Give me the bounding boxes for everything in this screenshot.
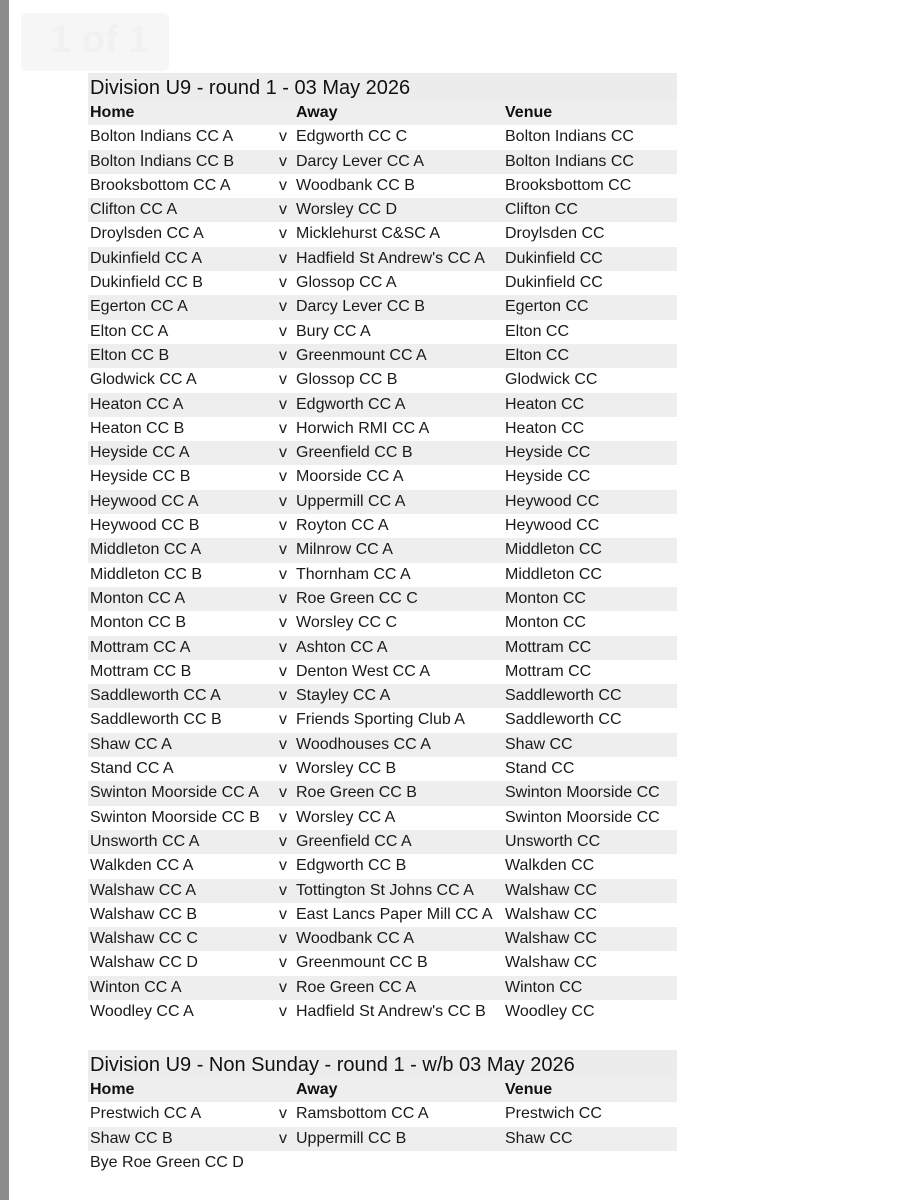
home-team: Walshaw CC B <box>90 905 197 923</box>
away-team: Horwich RMI CC A <box>296 419 430 437</box>
versus-label: v <box>279 1105 287 1123</box>
left-edge-bar <box>0 0 9 1200</box>
table-row <box>88 879 677 903</box>
away-team: Hadfield St Andrew's CC B <box>296 1002 486 1020</box>
venue: Egerton CC <box>505 298 589 316</box>
header-away: Away <box>296 1081 338 1098</box>
away-team: Worsley CC C <box>296 614 398 632</box>
versus-label: v <box>279 954 287 972</box>
venue: Glodwick CC <box>505 371 598 389</box>
away-team: Glossop CC A <box>296 274 397 292</box>
table-row <box>88 344 677 368</box>
venue: Clifton CC <box>505 201 578 219</box>
versus-label: v <box>279 395 287 413</box>
venue: Mottram CC <box>505 638 592 656</box>
venue: Heywood CC <box>505 517 600 535</box>
header-venue: Venue <box>505 1081 553 1098</box>
home-team: Swinton Moorside CC A <box>90 784 259 802</box>
venue: Walkden CC <box>505 857 595 875</box>
table-row <box>88 587 677 611</box>
away-team: Glossop CC B <box>296 371 398 389</box>
versus-label: v <box>279 760 287 778</box>
table-row <box>88 757 677 781</box>
home-team: Droylsden CC A <box>90 225 204 243</box>
away-team: Greenfield CC B <box>296 444 413 462</box>
versus-label: v <box>279 444 287 462</box>
home-team: Dukinfield CC B <box>90 274 203 292</box>
header-home: Home <box>90 1081 135 1098</box>
venue: Heaton CC <box>505 419 585 437</box>
venue: Brooksbottom CC <box>505 176 632 194</box>
fixtures-section-sunday <box>88 73 677 1024</box>
home-team: Saddleworth CC B <box>90 711 222 729</box>
versus-label: v <box>279 1002 287 1020</box>
venue: Droylsden CC <box>505 225 605 243</box>
home-team: Elton CC A <box>90 322 169 340</box>
venue: Walshaw CC <box>505 954 597 972</box>
home-team: Elton CC B <box>90 346 170 364</box>
away-team: Worsley CC D <box>296 201 398 219</box>
table-row <box>88 781 677 805</box>
table-row <box>88 684 677 708</box>
versus-label: v <box>279 541 287 559</box>
away-team: Micklehurst C&SC A <box>296 225 441 243</box>
away-team: Tottington St Johns CC A <box>296 881 474 899</box>
header-away: Away <box>296 104 338 121</box>
table-row <box>88 417 677 441</box>
versus-label: v <box>279 711 287 729</box>
home-team: Dukinfield CC A <box>90 249 203 267</box>
away-team: Uppermill CC A <box>296 492 406 510</box>
away-team: Worsley CC A <box>296 808 396 826</box>
venue: Shaw CC <box>505 1129 573 1147</box>
away-team: Darcy Lever CC B <box>296 298 425 316</box>
versus-label: v <box>279 614 287 632</box>
venue: Walshaw CC <box>505 905 597 923</box>
table-row <box>88 1151 677 1175</box>
versus-label: v <box>279 565 287 583</box>
away-team: Worsley CC B <box>296 760 397 778</box>
page-indicator: 1 of 1 <box>21 13 169 71</box>
away-team: Bury CC A <box>296 322 371 340</box>
versus-label: v <box>279 419 287 437</box>
home-team: Bolton Indians CC B <box>90 152 235 170</box>
table-row <box>88 441 677 465</box>
home-team: Monton CC B <box>90 614 187 632</box>
away-team: Thornham CC A <box>296 565 411 583</box>
home-team: Walshaw CC D <box>90 954 198 972</box>
home-team: Woodley CC A <box>90 1002 194 1020</box>
home-team: Heaton CC A <box>90 395 184 413</box>
table-row <box>88 563 677 587</box>
fixture-rows <box>88 1102 677 1175</box>
venue: Woodley CC <box>505 1002 595 1020</box>
venue: Unsworth CC <box>505 832 601 850</box>
versus-label: v <box>279 468 287 486</box>
fixtures-section-non-sunday <box>88 1050 677 1175</box>
section-title: Division U9 - round 1 - 03 May 2026 <box>88 73 677 101</box>
venue: Saddleworth CC <box>505 687 622 705</box>
versus-label: v <box>279 784 287 802</box>
table-row <box>88 222 677 246</box>
versus-label: v <box>279 930 287 948</box>
table-row <box>88 830 677 854</box>
venue: Elton CC <box>505 322 570 340</box>
versus-label: v <box>279 832 287 850</box>
away-team: East Lancs Paper Mill CC A <box>296 905 493 923</box>
table-row <box>88 660 677 684</box>
away-team: Moorside CC A <box>296 468 404 486</box>
away-team: Edgworth CC C <box>296 128 408 146</box>
venue: Winton CC <box>505 978 583 996</box>
versus-label: v <box>279 735 287 753</box>
versus-label: v <box>279 298 287 316</box>
versus-label: v <box>279 978 287 996</box>
table-row <box>88 368 677 392</box>
venue: Middleton CC <box>505 565 602 583</box>
versus-label: v <box>279 371 287 389</box>
home-team: Heywood CC B <box>90 517 200 535</box>
table-row <box>88 514 677 538</box>
table-row <box>88 295 677 319</box>
away-team: Ashton CC A <box>296 638 388 656</box>
table-row <box>88 538 677 562</box>
table-row <box>88 490 677 514</box>
home-team: Brooksbottom CC A <box>90 176 231 194</box>
away-team: Stayley CC A <box>296 687 391 705</box>
versus-label: v <box>279 589 287 607</box>
away-team: Woodhouses CC A <box>296 735 431 753</box>
versus-label: v <box>279 274 287 292</box>
home-team: Egerton CC A <box>90 298 188 316</box>
venue: Elton CC <box>505 346 570 364</box>
venue: Mottram CC <box>505 662 592 680</box>
home-team: Shaw CC B <box>90 1129 173 1147</box>
home-team: Mottram CC A <box>90 638 191 656</box>
versus-label: v <box>279 687 287 705</box>
home-team: Walkden CC A <box>90 857 194 875</box>
home-team: Mottram CC B <box>90 662 192 680</box>
table-row <box>88 125 677 149</box>
versus-label: v <box>279 517 287 535</box>
away-team: Greenmount CC A <box>296 346 427 364</box>
venue: Dukinfield CC <box>505 249 603 267</box>
venue: Heyside CC <box>505 444 591 462</box>
header-home: Home <box>90 104 135 121</box>
venue: Bolton Indians CC <box>505 128 634 146</box>
table-row <box>88 636 677 660</box>
venue: Middleton CC <box>505 541 602 559</box>
versus-label: v <box>279 249 287 267</box>
venue: Monton CC <box>505 614 586 632</box>
versus-label: v <box>279 128 287 146</box>
table-row <box>88 393 677 417</box>
home-team: Clifton CC A <box>90 201 178 219</box>
table-row <box>88 198 677 222</box>
away-team: Woodbank CC B <box>296 176 415 194</box>
venue: Swinton Moorside CC <box>505 808 660 826</box>
venue: Stand CC <box>505 760 575 778</box>
table-row <box>88 247 677 271</box>
table-row <box>88 976 677 1000</box>
venue: Heywood CC <box>505 492 600 510</box>
home-team: Glodwick CC A <box>90 371 197 389</box>
away-team: Roe Green CC B <box>296 784 417 802</box>
versus-label: v <box>279 881 287 899</box>
away-team: Uppermill CC B <box>296 1129 407 1147</box>
away-team: Denton West CC A <box>296 662 430 680</box>
versus-label: v <box>279 905 287 923</box>
away-team: Roe Green CC C <box>296 589 418 607</box>
table-row <box>88 927 677 951</box>
table-row <box>88 1127 677 1151</box>
venue: Bolton Indians CC <box>505 152 634 170</box>
away-team: Roe Green CC A <box>296 978 417 996</box>
venue: Shaw CC <box>505 735 573 753</box>
home-team: Heyside CC A <box>90 444 190 462</box>
home-team: Middleton CC A <box>90 541 202 559</box>
header-venue: Venue <box>505 104 553 121</box>
home-team: Monton CC A <box>90 589 186 607</box>
table-row <box>88 174 677 198</box>
away-team: Hadfield St Andrew's CC A <box>296 249 485 267</box>
home-team: Heaton CC B <box>90 419 185 437</box>
table-row <box>88 1102 677 1126</box>
home-team: Middleton CC B <box>90 565 203 583</box>
table-row <box>88 806 677 830</box>
table-row <box>88 903 677 927</box>
table-row <box>88 320 677 344</box>
versus-label: v <box>279 662 287 680</box>
table-row <box>88 733 677 757</box>
away-team: Friends Sporting Club A <box>296 711 465 729</box>
home-team: Heywood CC A <box>90 492 199 510</box>
venue: Heaton CC <box>505 395 585 413</box>
home-team: Unsworth CC A <box>90 832 200 850</box>
away-team: Edgworth CC A <box>296 395 406 413</box>
table-row <box>88 1000 677 1024</box>
table-row <box>88 854 677 878</box>
versus-label: v <box>279 152 287 170</box>
fixture-rows <box>88 125 677 1024</box>
versus-label: v <box>279 225 287 243</box>
venue: Heyside CC <box>505 468 591 486</box>
away-team: Greenfield CC A <box>296 832 412 850</box>
home-team: Heyside CC B <box>90 468 191 486</box>
table-row <box>88 271 677 295</box>
versus-label: v <box>279 857 287 875</box>
venue: Monton CC <box>505 589 586 607</box>
home-team: Swinton Moorside CC B <box>90 808 260 826</box>
home-team: Bye Roe Green CC D <box>90 1153 244 1171</box>
table-row <box>88 708 677 732</box>
table-row <box>88 611 677 635</box>
home-team: Prestwich CC A <box>90 1105 202 1123</box>
section-title: Division U9 - Non Sunday - round 1 - w/b 03 May 2026 <box>88 1050 677 1078</box>
home-team: Walshaw CC A <box>90 881 197 899</box>
table-header <box>88 1078 677 1102</box>
versus-label: v <box>279 492 287 510</box>
home-team: Shaw CC A <box>90 735 172 753</box>
table-row <box>88 150 677 174</box>
venue: Swinton Moorside CC <box>505 784 660 802</box>
versus-label: v <box>279 808 287 826</box>
away-team: Royton CC A <box>296 517 389 535</box>
away-team: Edgworth CC B <box>296 857 407 875</box>
home-team: Stand CC A <box>90 760 174 778</box>
home-team: Winton CC A <box>90 978 182 996</box>
table-header <box>88 101 677 125</box>
venue: Walshaw CC <box>505 930 597 948</box>
table-row <box>88 951 677 975</box>
venue: Dukinfield CC <box>505 274 603 292</box>
away-team: Ramsbottom CC A <box>296 1105 429 1123</box>
away-team: Milnrow CC A <box>296 541 393 559</box>
away-team: Greenmount CC B <box>296 954 428 972</box>
home-team: Bolton Indians CC A <box>90 128 234 146</box>
home-team: Saddleworth CC A <box>90 687 221 705</box>
table-row <box>88 465 677 489</box>
versus-label: v <box>279 201 287 219</box>
venue: Prestwich CC <box>505 1105 602 1123</box>
home-team: Walshaw CC C <box>90 930 198 948</box>
away-team: Darcy Lever CC A <box>296 152 425 170</box>
versus-label: v <box>279 322 287 340</box>
versus-label: v <box>279 1129 287 1147</box>
versus-label: v <box>279 176 287 194</box>
away-team: Woodbank CC A <box>296 930 414 948</box>
venue: Walshaw CC <box>505 881 597 899</box>
versus-label: v <box>279 638 287 656</box>
versus-label: v <box>279 346 287 364</box>
venue: Saddleworth CC <box>505 711 622 729</box>
